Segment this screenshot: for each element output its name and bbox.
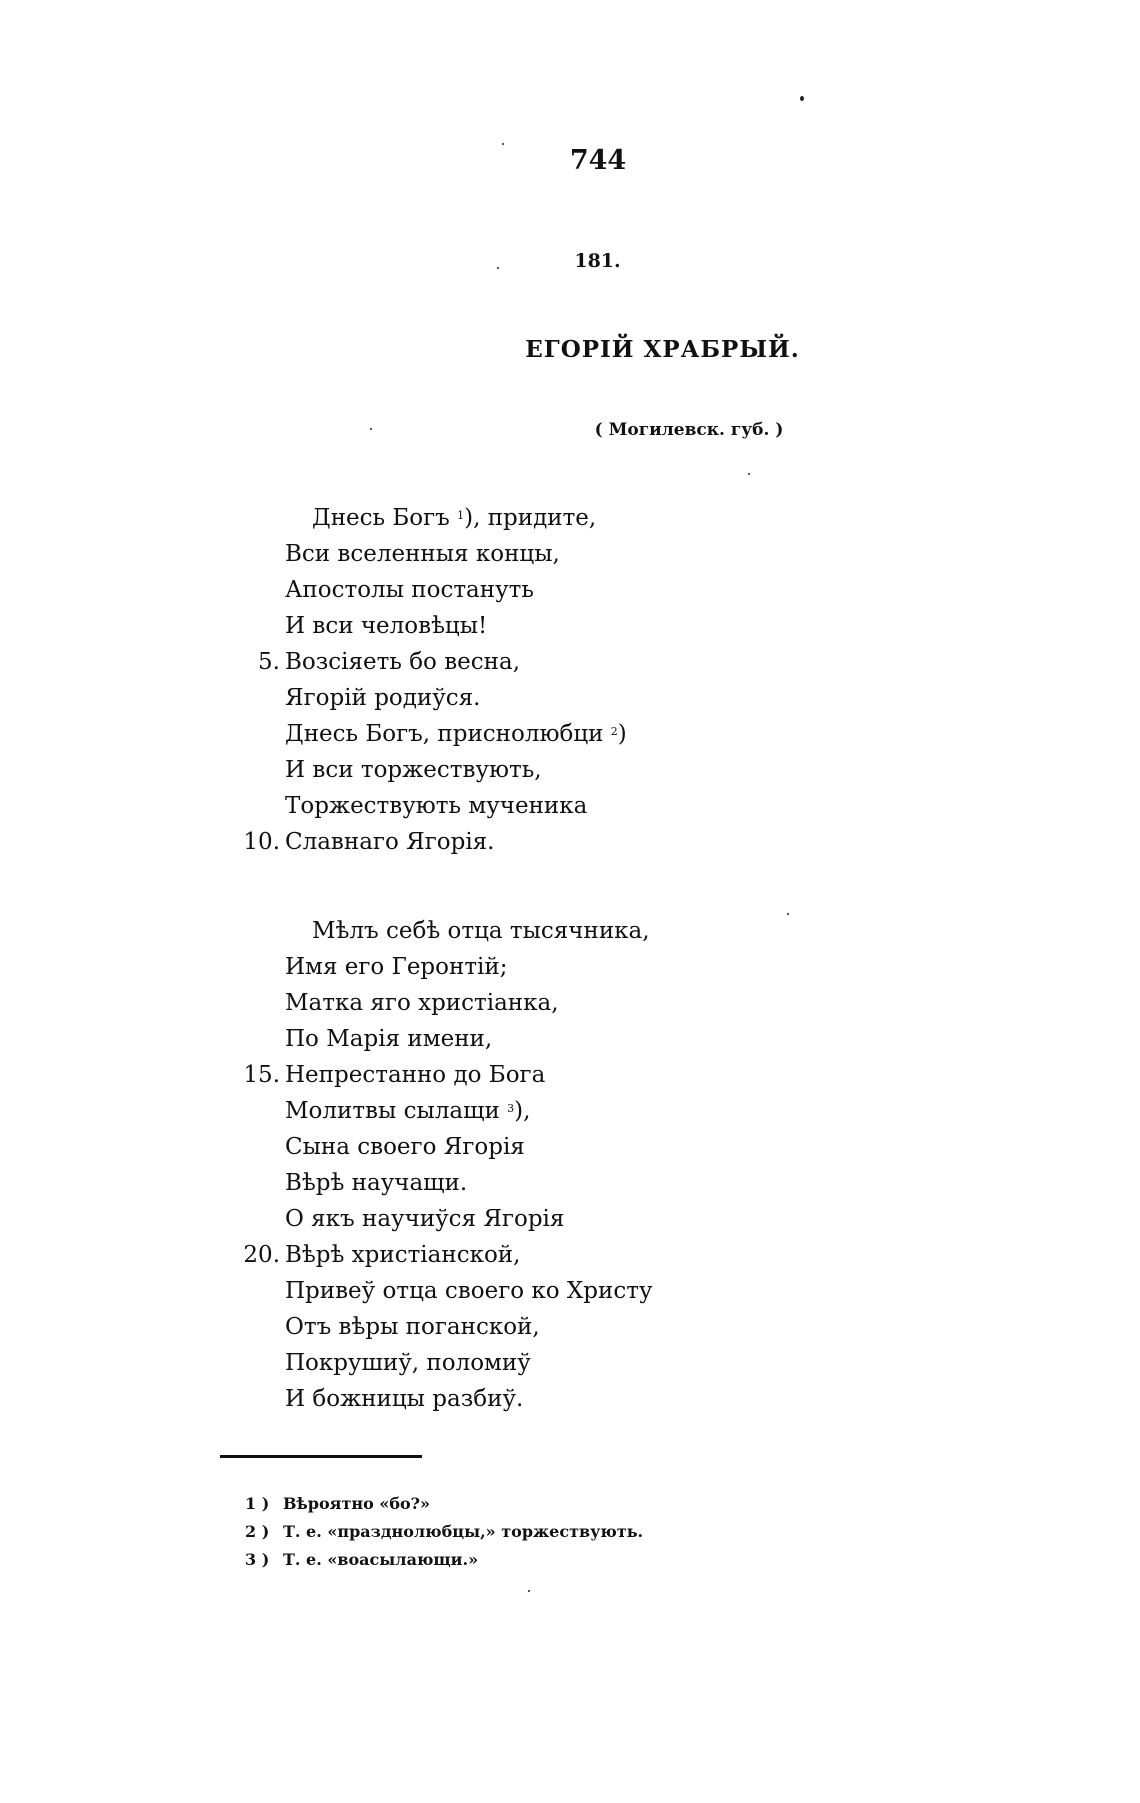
verse-line — [0, 949, 1140, 985]
scan-speck — [528, 1590, 530, 1592]
footnotes — [0, 1490, 1140, 1574]
verse-line — [0, 788, 1140, 824]
stanza-2 — [0, 913, 1140, 1417]
verse-line — [0, 985, 1140, 1021]
verse-number: 5. — [258, 649, 280, 675]
verse-line — [0, 1021, 1140, 1057]
verse-line — [0, 680, 1140, 716]
song-source: ( Могилевск. губ. ) — [594, 420, 784, 440]
verse-text-part: ) — [617, 721, 627, 747]
verse-number: 10. — [243, 829, 280, 855]
footnote-marker: 1 ) — [245, 1494, 270, 1513]
verse-text: Покрушиў, поломиў — [285, 1350, 531, 1376]
verse-text: Привеў отца своего ко Христу — [285, 1278, 653, 1304]
verse-text — [312, 500, 596, 536]
footnote — [0, 1546, 1140, 1574]
verse-line — [0, 824, 1140, 860]
scan-speck — [497, 267, 499, 269]
verse-text-part: Молитвы сылащи — [285, 1098, 508, 1124]
verse-text: Апостолы постануть — [285, 577, 534, 603]
verse-line — [0, 1057, 1140, 1093]
verse-text-part: ), придите, — [464, 505, 597, 531]
verse-text: Возсіяеть бо весна, — [285, 649, 521, 675]
song-title: ЕГОРІЙ ХРАБРЫЙ. — [525, 336, 800, 363]
page-number: 744 — [569, 145, 627, 176]
verse-line — [0, 1165, 1140, 1201]
verse-text: Вѣрѣ христіанской, — [285, 1242, 521, 1268]
footnote-text: Т. е. «празднолюбцы,» торжествують. — [283, 1522, 644, 1541]
verse-text: Вѣрѣ научащи. — [285, 1170, 468, 1196]
footnote-marker: 2 ) — [245, 1522, 270, 1541]
verse-text-part: Днесь Богъ — [312, 505, 458, 531]
verse-text: Непрестанно до Бога — [285, 1062, 546, 1088]
verse-line — [0, 1237, 1140, 1273]
scan-speck — [502, 143, 504, 145]
verse-line — [0, 1309, 1140, 1345]
verse-text: И вси торжествують, — [285, 757, 542, 783]
verse-text: Имя его Геронтій; — [285, 954, 508, 980]
footnote-text: Вѣроятно «бо?» — [283, 1494, 431, 1513]
verse-text-part: Днесь Богъ, приснолюбци — [285, 721, 611, 747]
verse-text — [285, 716, 627, 752]
verse-text: Ягорій родиўся. — [285, 685, 481, 711]
verse-text: Вси вселенныя концы, — [285, 541, 560, 567]
verse-line — [0, 752, 1140, 788]
footnote — [0, 1490, 1140, 1518]
scan-speck — [370, 428, 372, 430]
verse-line — [0, 1129, 1140, 1165]
verse-text-part: ), — [514, 1098, 531, 1124]
scan-speck — [787, 913, 789, 915]
verse-text: Торжествують мученика — [285, 793, 588, 819]
verse-line — [0, 536, 1140, 572]
verse-line — [0, 572, 1140, 608]
song-number: 181. — [574, 250, 621, 272]
verse-text: Сына своего Ягорія — [285, 1134, 525, 1160]
footnote-reference: 1 — [457, 509, 465, 522]
verse-line — [0, 716, 1140, 752]
verse-line — [0, 644, 1140, 680]
verse-text: О якъ научиўся Ягорія — [285, 1206, 565, 1232]
footnote-text: Т. е. «воасылающи.» — [283, 1550, 479, 1569]
verse-text: И божницы разбиў. — [285, 1386, 524, 1412]
footnote-reference: 3 — [507, 1102, 515, 1115]
verse-number: 20. — [243, 1242, 280, 1268]
footnote-marker: 3 ) — [245, 1550, 270, 1569]
verse-line — [0, 608, 1140, 644]
verse-line — [0, 1201, 1140, 1237]
verse-text: Славнаго Ягорія. — [285, 829, 495, 855]
stanza-1 — [0, 500, 1140, 860]
verse-text — [285, 1093, 530, 1129]
verse-line — [0, 1093, 1140, 1129]
verse-text: По Марія имени, — [285, 1026, 493, 1052]
verse-line — [0, 1273, 1140, 1309]
footnote-divider — [220, 1455, 422, 1458]
footnote-reference: 2 — [610, 725, 618, 738]
verse-line — [0, 1381, 1140, 1417]
verse-text: Мѣлъ себѣ отца тысячника, — [312, 918, 650, 944]
verse-text: Матка яго христіанка, — [285, 990, 559, 1016]
footnote — [0, 1518, 1140, 1546]
scan-speck — [748, 473, 750, 475]
verse-text: И вси человѣцы! — [285, 613, 488, 639]
verse-line — [0, 1345, 1140, 1381]
verse-line — [0, 500, 1140, 536]
verse-number: 15. — [243, 1062, 280, 1088]
verse-line — [0, 913, 1140, 949]
scan-speck — [800, 96, 804, 101]
verse-text: Отъ вѣры поганской, — [285, 1314, 540, 1340]
